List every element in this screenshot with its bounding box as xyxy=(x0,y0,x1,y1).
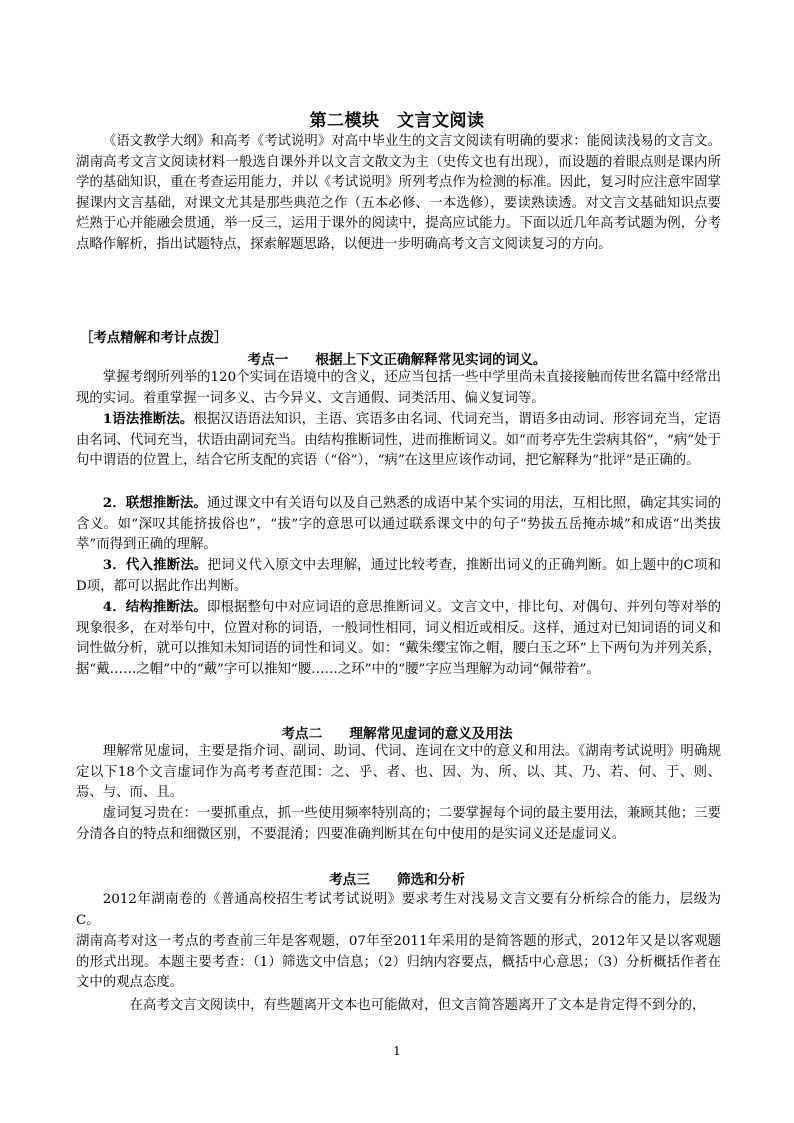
method1-label: 1语法推断法。 xyxy=(102,411,194,427)
point2-paragraph-1: 理解常见虚词，主要是指介词、副词、助词、代词、连词在文中的意义和用法。《湖南考试说明》明确规定以下18个文言虚词作为高考考查范围：之、乎、者、也、因、为、所、以、其、乃、若、何、于、则、焉、与、而、且。 xyxy=(76,744,721,801)
method4-text: 即根据整句中对应词语的意思推断词义。文言文中，排比句、对偶句、并列句等对举的现象很多，在对举句中，位置对称的词语，一般词性相同，词义相近或相反。这样，通过对已知词语的词义和词性做分析，就可以推知未知词语的词性和词义。如：“戴朱缨宝饰之帽，腰白玉之环”上下两句为并列关系，据“戴……之帽”中的“戴”字可以推知“腰……之环”中的“腰”字应当理解为动词“佩带着”。 xyxy=(76,600,721,677)
method2-label: 2．联想推断法。 xyxy=(102,495,207,511)
method2-text: 通过课文中有关语句以及自己熟悉的成语中某个实词的用法，互相比照，确定其实词的含义。如“深叹其能挤拔俗也”，“拔”字的意思可以通过联系课文中的句子“势拔五岳掩赤城”和成语“出类拔萃”而得到正确的理解。 xyxy=(76,496,721,553)
method3-label: 3．代入推断法。 xyxy=(102,557,208,573)
point2-paragraph-2: 虚词复习贵在：一要抓重点，抓一些使用频率特别高的；二要掌握每个词的最主要用法，兼顾其他；三要分清各自的特点和细微区别，不要混淆；四要准确判断其在句中使用的是实词义还是虚词义。 xyxy=(76,806,721,842)
point3-heading: 考点三 筛选和分析 xyxy=(329,872,465,888)
page-title: 第二模块 文言文阅读 xyxy=(309,111,485,131)
method3-paragraph xyxy=(76,555,721,597)
point1-heading: 考点一 根据上下文正确解释常见实词的词义。 xyxy=(247,352,547,368)
point3-paragraph-2: 湖南高考对这一考点的考查前三年是客观题，07年至2011年采用的是简答题的形式，2012年又是以客观题的形式出现。本题主要考查：（1）筛选文中信息；（2）归纳内容要点，概括中心意思；（3）分析概括作者在文中的观点态度。 xyxy=(76,934,721,991)
method4-paragraph xyxy=(76,597,721,680)
method4-label: 4．结构推断法。 xyxy=(102,599,207,615)
point3-paragraph-1: 2012年湖南卷的《普通高校招生考试考试说明》要求考生对浅易文言文要有分析综合的能力，层级为C。 xyxy=(76,892,721,928)
intro-paragraph: 《语文教学大纲》和高考《考试说明》对高中毕业生的文言文阅读有明确的要求：能阅读浅易的文言文。湖南高考文言文阅读材料一般选自课外并以文言文散文为主（史传文也有出现），而设题的着眼点则是课内所学的基础知识，重在考查运用能力，并以《考试说明》所列考点作为检测的标准。因此，复习时应注意牢固掌握课内文言基础，对课文尤其是那些典范之作（五本必修、一本选修），要读熟读透。对文言文基础知识点要烂熟于心并能融会贯通，举一反三，运用于课外的阅读中，提高应试能力。下面以近几年高考试题为例，分考点略作解析，指出试题特点，探索解题思路，以便进一步明确高考文言文阅读复习的方向。 xyxy=(76,134,721,252)
point3-paragraph-3: 在高考文言文阅读中，有些题离开文本也可能做对，但文言简答题离开了文本是肯定得不到分的， xyxy=(129,998,706,1013)
point1-paragraph: 掌握考纲所列举的120个实词在语境中的含义，还应当包括一些中学里尚未直接接触而传世名篇中经常出现的实词。着重掌握一词多义、古今异义、文言通假、词类活用、偏义复词等。 xyxy=(76,370,721,406)
method3-text: 把词义代入原文中去理解，通过比较考查，推断出词义的正确判断。如上题中的C项和D项，都可以据此作出判断。 xyxy=(76,558,721,594)
method2-paragraph xyxy=(76,493,721,556)
section-label: ［考点精解和考计点拨］ xyxy=(80,330,228,346)
method1-text: 根据汉语语法知识，主语、宾语多由名词、代词充当，谓语多由动词、形容词充当，定语由名词、代词充当，状语由副词充当。由结构推断词性，进而推断词义。如“而考亭先生尝病其俗”，“病”处于句中谓语的位置上，结合它所支配的宾语（“俗”），“病”在这里应该作动词，把它解释为“批评”是正确的。 xyxy=(76,412,721,469)
point2-heading: 考点二 理解常见虚词的意义及用法 xyxy=(281,726,513,742)
page-number: 1 xyxy=(393,1044,401,1058)
method1-paragraph xyxy=(76,409,721,472)
